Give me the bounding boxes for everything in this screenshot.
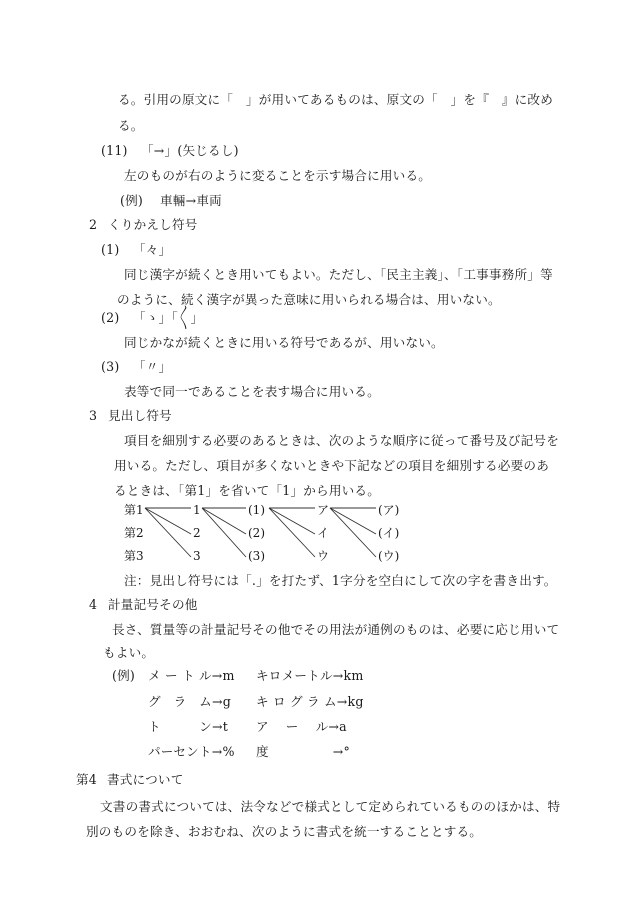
item-title: 「々」 <box>133 242 172 257</box>
unit-example-left: ト ン→t <box>148 719 228 734</box>
paragraph-line: 表等で同一であることを表す場合に用いる。 <box>124 384 380 399</box>
paragraph-line: る。引用の原文に「 」が用いてあるものは、原文の「 」を『 』に改め <box>118 92 553 107</box>
heading-symbol-label: 3 <box>193 549 201 563</box>
item-title: 「〃」 <box>133 359 172 374</box>
heading-symbol-label: 第3 <box>124 549 144 563</box>
heading-symbol-label: (3) <box>248 549 265 563</box>
chapter-number: 第4 <box>76 772 98 787</box>
heading-symbol-label: (イ) <box>378 526 400 540</box>
tree-connector-diagonal-3 <box>145 508 191 557</box>
section-number: 2 <box>89 217 98 232</box>
paragraph-line: 別のものを除き、おおむね、次のように書式を統一することとする。 <box>86 824 483 839</box>
unit-example-left: グ ラ ム→g <box>148 694 231 709</box>
tree-connector-diagonal-2 <box>145 508 191 534</box>
section-number: 4 <box>89 597 98 612</box>
heading-symbol-label: イ <box>317 526 330 540</box>
item-title: 「→」(矢じるし) <box>141 143 239 158</box>
heading-symbol-label: 第1 <box>124 503 144 517</box>
heading-symbol-label: ア <box>317 503 330 517</box>
heading-symbol-label: 1 <box>193 503 201 517</box>
paragraph-line: もよい。 <box>103 645 155 660</box>
item-number: (2) <box>101 310 120 325</box>
tree-connector-diagonal-2 <box>330 508 376 534</box>
paragraph-line: 左のものが右のように変ることを示す場合に用いる。 <box>124 168 432 183</box>
paragraph-line: 長さ、質量等の計量記号その他でその用法が通例のものは、必要に応じ用いて <box>112 622 560 637</box>
example-label: (例) <box>120 193 144 208</box>
tree-connector-diagonal-2 <box>202 508 246 534</box>
heading-symbol-label: ウ <box>317 549 330 563</box>
unit-example-right: キロメートル→km <box>256 668 364 683</box>
paragraph-line: る。 <box>118 118 144 133</box>
example-text: 車輛→車両 <box>160 193 222 208</box>
heading-symbol-label: (ア) <box>378 503 400 517</box>
tree-connector-diagonal-3 <box>330 508 376 557</box>
heading-symbol-label: 2 <box>193 526 201 540</box>
paragraph-line: 用いる。ただし、項目が多くないときや下記などの項目を細別する必要のあ <box>114 458 549 473</box>
item-title: 「ゝ」「〱」 <box>133 310 204 325</box>
unit-example-left: メ ー ト ル→m <box>148 668 235 683</box>
heading-symbol-label: (ウ) <box>378 549 400 563</box>
section-number: 3 <box>89 408 98 423</box>
note-line: 注：見出し符号には「.」を打たず、1字分を空白にして次の字を書き出す。 <box>124 573 557 588</box>
item-number: (3) <box>101 359 120 374</box>
paragraph-line: のように、続く漢字が異った意味に用いられる場合は、用いない。 <box>117 292 501 307</box>
section-title: 計量記号その他 <box>108 597 198 612</box>
tree-connector-diagonal-3 <box>269 508 315 557</box>
section-title: くりかえし符号 <box>108 217 198 232</box>
section-title: 見出し符号 <box>108 408 172 423</box>
chapter-title: 書式について <box>107 772 184 787</box>
unit-example-right: キ ロ グ ラ ム→kg <box>256 694 364 709</box>
paragraph-line: るときは、「第1」を省いて「1」から用いる。 <box>114 483 380 498</box>
example-label: (例) <box>112 668 136 683</box>
tree-connector-diagonal-3 <box>202 508 246 557</box>
paragraph-line: 同じ漢字が続くとき用いてもよい。ただし、「民主主義」、「工事事務所」等 <box>124 267 553 282</box>
unit-example-right: ア ー ル→a <box>256 719 347 734</box>
paragraph-line: 項目を細別する必要のあるときは、次のような順序に従って番号及び記号を <box>124 433 559 448</box>
heading-symbol-label: 第2 <box>124 526 144 540</box>
heading-symbol-label: (2) <box>248 526 265 540</box>
unit-example-right: 度 →° <box>256 744 351 759</box>
paragraph-line: 文書の書式については、法令などで様式として定められているもののほかは、特 <box>100 799 561 814</box>
item-number: (11) <box>101 143 128 158</box>
item-number: (1) <box>101 242 120 257</box>
unit-example-left: パーセント→% <box>148 744 235 759</box>
heading-symbol-label: (1) <box>248 503 265 517</box>
paragraph-line: 同じかなが続くときに用いる符号であるが、用いない。 <box>124 335 444 350</box>
tree-connector-diagonal-2 <box>269 508 315 534</box>
